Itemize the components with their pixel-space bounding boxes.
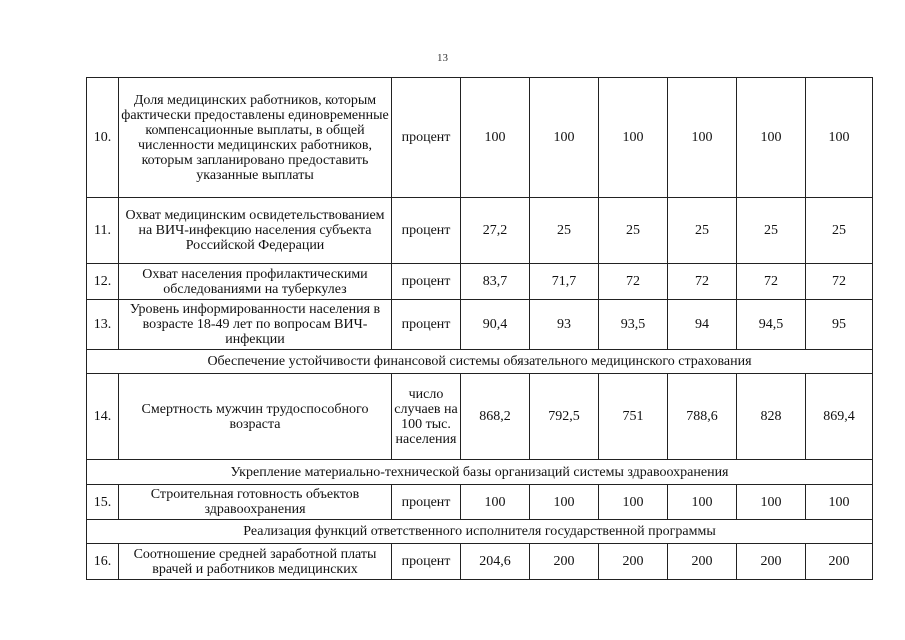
value-cell: 100 <box>461 485 530 520</box>
value-cell: 94 <box>668 300 737 350</box>
value-cell: 100 <box>806 485 873 520</box>
indicator-name: Уровень информированности населения в возрасте 18-49 лет по вопросам ВИЧ-инфекции <box>119 300 392 350</box>
row-number: 14. <box>87 374 119 460</box>
value-cell: 200 <box>668 544 737 580</box>
value-cell: 200 <box>806 544 873 580</box>
unit-cell: процент <box>392 485 461 520</box>
row-number: 15. <box>87 485 119 520</box>
value-cell: 792,5 <box>530 374 599 460</box>
value-cell: 828 <box>737 374 806 460</box>
unit-cell: процент <box>392 78 461 198</box>
table-row <box>87 485 873 520</box>
page-number: 13 <box>437 52 448 64</box>
unit-cell: число случаев на 100 тыс. населения <box>392 374 461 460</box>
section-row <box>87 520 873 544</box>
value-cell: 100 <box>668 485 737 520</box>
value-cell: 25 <box>737 198 806 264</box>
table-row <box>87 300 873 350</box>
value-cell: 27,2 <box>461 198 530 264</box>
section-title: Укрепление материально-технической базы организаций системы здравоохранения <box>87 460 873 485</box>
value-cell: 100 <box>668 78 737 198</box>
section-title: Реализация функций ответственного исполнителя государственной программы <box>87 520 873 544</box>
unit-cell: процент <box>392 198 461 264</box>
indicator-name: Охват медицинским освидетельствованием на ВИЧ-инфекцию населения субъекта Российской Федерации <box>119 198 392 264</box>
value-cell: 71,7 <box>530 264 599 300</box>
row-number: 13. <box>87 300 119 350</box>
value-cell: 100 <box>461 78 530 198</box>
value-cell: 100 <box>530 78 599 198</box>
section-title: Обеспечение устойчивости финансовой системы обязательного медицинского страхования <box>87 350 873 374</box>
value-cell: 100 <box>599 78 668 198</box>
value-cell: 204,6 <box>461 544 530 580</box>
value-cell: 869,4 <box>806 374 873 460</box>
table-row <box>87 544 873 580</box>
row-number: 12. <box>87 264 119 300</box>
value-cell: 868,2 <box>461 374 530 460</box>
indicators-table <box>86 77 873 580</box>
value-cell: 94,5 <box>737 300 806 350</box>
unit-cell: процент <box>392 264 461 300</box>
section-row <box>87 460 873 485</box>
value-cell: 93,5 <box>599 300 668 350</box>
unit-cell: процент <box>392 544 461 580</box>
row-number: 10. <box>87 78 119 198</box>
indicator-name: Доля медицинских работников, которым фактически предоставлены единовременные компенсационные выплаты, в общей численности медицинских работников, которым запланировано предоставить указанные выплаты <box>119 78 392 198</box>
table-row <box>87 198 873 264</box>
value-cell: 93 <box>530 300 599 350</box>
value-cell: 72 <box>668 264 737 300</box>
value-cell: 25 <box>530 198 599 264</box>
section-row <box>87 350 873 374</box>
value-cell: 25 <box>806 198 873 264</box>
indicator-name: Смертность мужчин трудоспособного возраста <box>119 374 392 460</box>
value-cell: 72 <box>737 264 806 300</box>
row-number: 11. <box>87 198 119 264</box>
indicator-name: Строительная готовность объектов здравоохранения <box>119 485 392 520</box>
row-number: 16. <box>87 544 119 580</box>
table-row <box>87 78 873 198</box>
table-row <box>87 374 873 460</box>
value-cell: 788,6 <box>668 374 737 460</box>
value-cell: 83,7 <box>461 264 530 300</box>
value-cell: 200 <box>737 544 806 580</box>
value-cell: 72 <box>599 264 668 300</box>
value-cell: 72 <box>806 264 873 300</box>
value-cell: 100 <box>737 78 806 198</box>
value-cell: 95 <box>806 300 873 350</box>
value-cell: 100 <box>530 485 599 520</box>
value-cell: 200 <box>599 544 668 580</box>
value-cell: 100 <box>737 485 806 520</box>
value-cell: 100 <box>806 78 873 198</box>
value-cell: 25 <box>599 198 668 264</box>
indicator-name: Соотношение средней заработной платы врачей и работников медицинских <box>119 544 392 580</box>
indicator-name: Охват населения профилактическими обследованиями на туберкулез <box>119 264 392 300</box>
value-cell: 100 <box>599 485 668 520</box>
table-row <box>87 264 873 300</box>
unit-cell: процент <box>392 300 461 350</box>
value-cell: 751 <box>599 374 668 460</box>
value-cell: 200 <box>530 544 599 580</box>
value-cell: 90,4 <box>461 300 530 350</box>
value-cell: 25 <box>668 198 737 264</box>
